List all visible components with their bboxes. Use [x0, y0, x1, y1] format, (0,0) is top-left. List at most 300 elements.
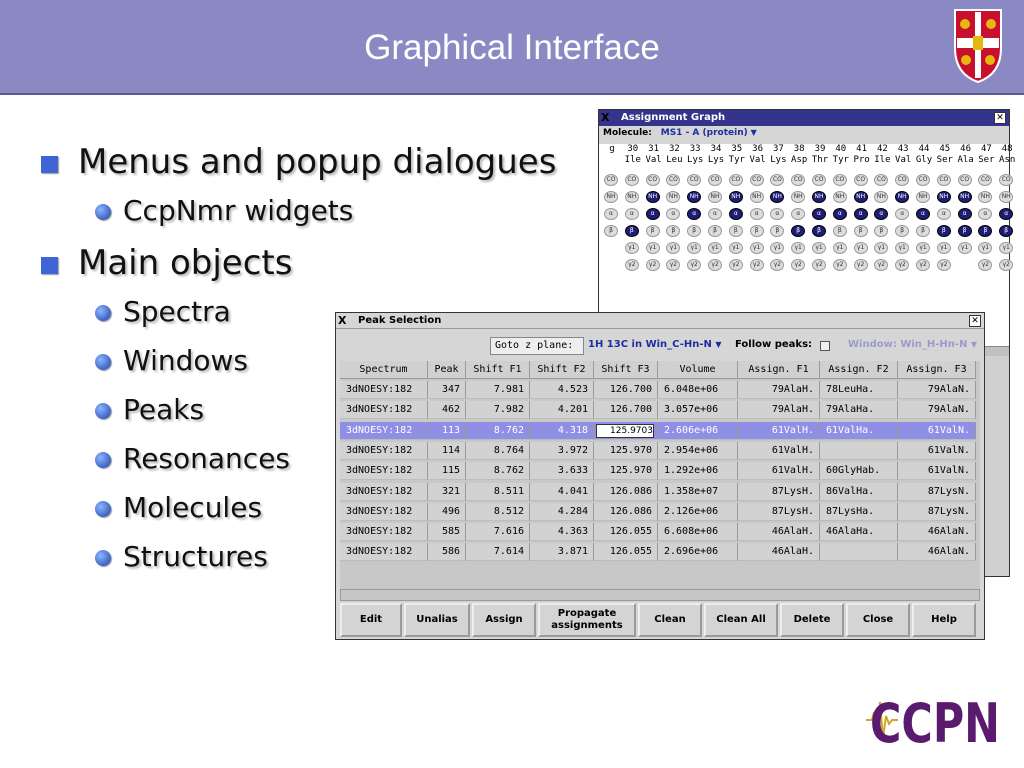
bullet-item: Main objects	[38, 243, 598, 295]
column-header[interactable]: Shift F2	[530, 361, 594, 379]
atom-node[interactable]: NH	[895, 191, 909, 203]
residue-number: 47	[980, 144, 992, 154]
residue-column	[831, 144, 851, 166]
atom-node[interactable]: α	[687, 208, 701, 220]
table-cell[interactable]: 8.511	[466, 483, 530, 501]
atom-node[interactable]: γ2	[895, 259, 909, 271]
table-cell[interactable]: 126.086	[594, 483, 658, 501]
molecule-label: Molecule:	[603, 128, 652, 138]
column-header[interactable]: Peak	[428, 361, 466, 379]
residue-column	[727, 144, 747, 166]
atom-node[interactable]: γ2	[937, 259, 951, 271]
atom-node[interactable]: α	[854, 208, 868, 220]
table-cell[interactable]: 321	[428, 483, 466, 501]
atom-node[interactable]: γ2	[916, 259, 930, 271]
atom-node[interactable]: NH	[978, 191, 992, 203]
atom-node[interactable]: NH	[687, 191, 701, 203]
atom-node[interactable]: γ2	[708, 259, 722, 271]
residue-name: Val	[895, 155, 912, 165]
table-cell[interactable]: 1.358e+07	[658, 483, 738, 501]
residue-column	[602, 144, 622, 155]
atom-node[interactable]: γ2	[687, 259, 701, 271]
table-cell[interactable]: 87LysH.	[738, 503, 820, 521]
atom-node[interactable]: α	[791, 208, 805, 220]
residue-name: Lys	[707, 155, 725, 165]
atom-node[interactable]: α	[895, 208, 909, 220]
atom-node[interactable]: CO	[999, 174, 1013, 186]
help-button[interactable]: Help	[912, 603, 976, 637]
atom-node[interactable]: γ1	[666, 242, 680, 254]
atom-node[interactable]: γ1	[708, 242, 722, 254]
round-bullet-icon	[95, 550, 111, 566]
atom-node[interactable]: CO	[978, 174, 992, 186]
atom-node[interactable]: CO	[916, 174, 930, 186]
atom-node[interactable]: CO	[708, 174, 722, 186]
table-cell[interactable]: 87LysH.	[738, 483, 820, 501]
atom-node[interactable]: γ1	[646, 242, 660, 254]
table-row[interactable]	[340, 483, 980, 501]
atom-node[interactable]: NH	[770, 191, 784, 203]
atom-node[interactable]: γ1	[770, 242, 784, 254]
atom-node[interactable]: γ2	[812, 259, 826, 271]
table-cell[interactable]: 3dNOESY:182	[340, 381, 428, 399]
atom-node[interactable]: α	[604, 208, 618, 220]
atom-node[interactable]: β	[958, 225, 972, 237]
table-cell[interactable]: 114	[428, 442, 466, 460]
table-cell[interactable]: 3dNOESY:182	[340, 401, 428, 419]
atom-node[interactable]: NH	[958, 191, 972, 203]
atom-node[interactable]: γ2	[666, 259, 680, 271]
goto-z-plane-label: Goto z plane:	[490, 337, 584, 355]
table-cell[interactable]: 8.762	[466, 462, 530, 480]
table-row[interactable]	[340, 381, 980, 399]
table-cell[interactable]: 3dNOESY:182	[340, 462, 428, 480]
table-cell[interactable]: 125.970	[594, 442, 658, 460]
residue-number: 31	[648, 144, 660, 154]
residue-column	[872, 144, 892, 166]
residue-number: 32	[668, 144, 680, 154]
atom-node[interactable]: CO	[604, 174, 618, 186]
window-select[interactable]: Window: Win_H-Hn-N ▼	[848, 339, 978, 350]
bullet-item: Windows	[38, 344, 598, 393]
atom-node[interactable]: NH	[791, 191, 805, 203]
atom-node[interactable]: α	[646, 208, 660, 220]
table-cell[interactable]: 79AlaH.	[738, 381, 820, 399]
peak-table	[340, 361, 980, 589]
atom-node[interactable]: β	[646, 225, 660, 237]
follow-peaks-checkbox[interactable]	[820, 341, 830, 351]
table-cell[interactable]: 126.055	[594, 543, 658, 561]
atom-node[interactable]: CO	[666, 174, 680, 186]
column-header[interactable]: Shift F3	[594, 361, 658, 379]
residue-number: 46	[960, 144, 972, 154]
atom-node[interactable]: β	[708, 225, 722, 237]
column-header[interactable]: Assign. F2	[820, 361, 898, 379]
table-cell[interactable]: 496	[428, 503, 466, 521]
table-cell[interactable]: 4.523	[530, 381, 594, 399]
atom-node[interactable]: CO	[687, 174, 701, 186]
atom-node[interactable]: α	[625, 208, 639, 220]
table-row[interactable]	[340, 523, 980, 541]
residue-name: Gly	[915, 155, 933, 165]
atom-node[interactable]: α	[916, 208, 930, 220]
atom-node[interactable]: β	[750, 225, 764, 237]
table-cell[interactable]: 4.041	[530, 483, 594, 501]
table-cell[interactable]: 4.201	[530, 401, 594, 419]
delete-button[interactable]: Delete	[780, 603, 844, 637]
residue-number: 35	[731, 144, 743, 154]
table-row[interactable]	[340, 422, 980, 440]
table-cell[interactable]: 60GlyHab.	[820, 462, 898, 480]
atom-node[interactable]: γ2	[791, 259, 805, 271]
atom-node[interactable]: γ1	[729, 242, 743, 254]
round-bullet-icon	[95, 354, 111, 370]
table-cell[interactable]: 61ValN.	[898, 422, 976, 440]
table-cell[interactable]: 126.055	[594, 523, 658, 541]
atom-node[interactable]: NH	[666, 191, 680, 203]
column-header[interactable]: Assign. F1	[738, 361, 820, 379]
residue-name: Ile	[874, 155, 891, 165]
table-cell[interactable]: 4.284	[530, 503, 594, 521]
table-cell[interactable]: 3.057e+06	[658, 401, 738, 419]
atom-node[interactable]: CO	[937, 174, 951, 186]
residue-number: 38	[793, 144, 805, 154]
table-cell[interactable]: 2.606e+06	[658, 422, 738, 440]
atom-node[interactable]: β	[770, 225, 784, 237]
table-cell[interactable]: 462	[428, 401, 466, 419]
table-cell[interactable]: 2.696e+06	[658, 543, 738, 561]
table-cell[interactable]	[820, 442, 898, 460]
table-cell[interactable]: 46AlaN.	[898, 523, 976, 541]
table-cell[interactable]: 61ValHa.	[820, 422, 898, 440]
table-cell[interactable]: 3dNOESY:182	[340, 483, 428, 501]
table-cell[interactable]: 7.982	[466, 401, 530, 419]
atom-node[interactable]: γ1	[812, 242, 826, 254]
table-row[interactable]	[340, 442, 980, 460]
table-cell[interactable]: 347	[428, 381, 466, 399]
atom-node[interactable]: β	[978, 225, 992, 237]
clean-button[interactable]: Clean	[638, 603, 702, 637]
table-cell[interactable]: 3dNOESY:182	[340, 442, 428, 460]
residue-name: Leu	[666, 155, 683, 165]
atom-node[interactable]: α	[770, 208, 784, 220]
cell-editor-input[interactable]: 125.9703	[596, 424, 654, 438]
residue-number: 36	[752, 144, 764, 154]
goto-z-plane-select[interactable]: 1H 13C in Win_C-Hn-N ▼	[588, 339, 722, 350]
molecule-bar	[603, 128, 1005, 142]
table-cell[interactable]: 46AlaH.	[738, 543, 820, 561]
close-icon[interactable]: ✕	[994, 112, 1006, 124]
residue-number: 33	[689, 144, 701, 154]
atom-node[interactable]: β	[791, 225, 805, 237]
table-cell[interactable]: 78LeuHa.	[820, 381, 898, 399]
atom-node[interactable]: γ2	[770, 259, 784, 271]
horizontal-scrollbar[interactable]	[340, 589, 980, 601]
residue-column	[644, 144, 664, 166]
atom-node[interactable]: NH	[937, 191, 951, 203]
close-button[interactable]: Close	[846, 603, 910, 637]
table-cell[interactable]: 46AlaH.	[738, 523, 820, 541]
table-cell[interactable]: 113	[428, 422, 466, 440]
table-cell[interactable]: 3dNOESY:182	[340, 523, 428, 541]
table-cell[interactable]: 1.292e+06	[658, 462, 738, 480]
residue-column	[789, 144, 809, 166]
atom-node[interactable]: γ1	[937, 242, 951, 254]
atom-node[interactable]: NH	[999, 191, 1013, 203]
round-bullet-icon	[95, 305, 111, 321]
table-row[interactable]	[340, 462, 980, 480]
table-cell[interactable]: 7.981	[466, 381, 530, 399]
table-cell[interactable]: 87LysHa.	[820, 503, 898, 521]
table-cell[interactable]: 79AlaHa.	[820, 401, 898, 419]
table-cell[interactable]: 61ValH.	[738, 442, 820, 460]
residue-column	[997, 144, 1017, 166]
residue-column	[664, 144, 684, 166]
atom-node[interactable]: α	[729, 208, 743, 220]
atom-node[interactable]: γ2	[978, 259, 992, 271]
table-cell[interactable]: 79AlaN.	[898, 401, 976, 419]
atom-node[interactable]: CO	[791, 174, 805, 186]
residue-number: 40	[835, 144, 847, 154]
table-cell[interactable]: 87LysN.	[898, 503, 976, 521]
table-cell[interactable]	[594, 422, 658, 440]
table-cell[interactable]: 79AlaN.	[898, 381, 976, 399]
atom-node[interactable]: β	[812, 225, 826, 237]
residue-number: 41	[856, 144, 868, 154]
round-bullet-icon	[95, 403, 111, 419]
table-cell[interactable]: 8.762	[466, 422, 530, 440]
follow-peaks-label: Follow peaks:	[735, 339, 813, 350]
atom-node[interactable]: β	[854, 225, 868, 237]
table-cell[interactable]: 8.764	[466, 442, 530, 460]
column-header[interactable]: Shift F1	[466, 361, 530, 379]
atom-node[interactable]: γ2	[625, 259, 639, 271]
table-row[interactable]	[340, 543, 980, 561]
atom-node[interactable]: α	[874, 208, 888, 220]
atom-node[interactable]: NH	[833, 191, 847, 203]
atom-node[interactable]: CO	[812, 174, 826, 186]
residue-number: 30	[627, 144, 639, 154]
atom-node[interactable]: α	[708, 208, 722, 220]
assignment-graph-titlebar[interactable]: X Assignment Graph ✕	[599, 110, 1009, 126]
atom-node[interactable]: γ1	[833, 242, 847, 254]
atom-node[interactable]: CO	[646, 174, 660, 186]
atom-node[interactable]: β	[729, 225, 743, 237]
peak-selection-window	[335, 312, 985, 640]
close-icon[interactable]: ✕	[969, 315, 981, 327]
residue-name: Thr	[811, 155, 829, 165]
atom-node[interactable]: γ1	[854, 242, 868, 254]
table-cell[interactable]: 87LysN.	[898, 483, 976, 501]
atom-node[interactable]: NH	[874, 191, 888, 203]
atom-node[interactable]: CO	[895, 174, 909, 186]
unalias-button[interactable]: Unalias	[404, 603, 470, 637]
button-bar	[340, 603, 982, 637]
residue-number: 44	[918, 144, 930, 154]
atom-node[interactable]: γ2	[833, 259, 847, 271]
column-header[interactable]: Assign. F3	[898, 361, 976, 379]
table-cell[interactable]: 61ValN.	[898, 462, 976, 480]
atom-node[interactable]: γ1	[874, 242, 888, 254]
table-cell[interactable]: 3.871	[530, 543, 594, 561]
table-cell[interactable]: 126.700	[594, 381, 658, 399]
residue-name: Lys	[770, 155, 787, 165]
table-cell[interactable]: 61ValH.	[738, 462, 820, 480]
atom-node[interactable]: α	[958, 208, 972, 220]
residue-name: Asp	[791, 155, 808, 165]
atom-node[interactable]: α	[978, 208, 992, 220]
atom-node[interactable]: γ1	[750, 242, 764, 254]
table-cell[interactable]: 79AlaH.	[738, 401, 820, 419]
table-cell[interactable]: 7.614	[466, 543, 530, 561]
atom-node[interactable]: γ2	[874, 259, 888, 271]
table-cell[interactable]: 86ValHa.	[820, 483, 898, 501]
table-cell[interactable]: 2.126e+06	[658, 503, 738, 521]
atom-node[interactable]: α	[833, 208, 847, 220]
propagate-assignments-button[interactable]: Propagate assignments	[538, 603, 636, 637]
table-cell[interactable]: 3dNOESY:182	[340, 503, 428, 521]
residue-number: 39	[814, 144, 826, 154]
logo-text: CCPN	[870, 692, 1000, 755]
residue-name: Tyr	[832, 155, 849, 165]
atom-node[interactable]: γ2	[750, 259, 764, 271]
atom-node[interactable]: CO	[625, 174, 639, 186]
assign-button[interactable]: Assign	[472, 603, 536, 637]
residue-column	[685, 144, 705, 166]
atom-node[interactable]: γ2	[729, 259, 743, 271]
table-cell[interactable]: 7.616	[466, 523, 530, 541]
residue-column	[976, 144, 996, 166]
atom-node[interactable]: NH	[750, 191, 764, 203]
table-cell[interactable]: 61ValN.	[898, 442, 976, 460]
table-cell[interactable]: 4.363	[530, 523, 594, 541]
table-cell[interactable]: 115	[428, 462, 466, 480]
table-cell[interactable]: 46AlaHa.	[820, 523, 898, 541]
chevron-down-icon[interactable]: ▼	[750, 128, 757, 137]
atom-node[interactable]: NH	[854, 191, 868, 203]
table-cell[interactable]: 586	[428, 543, 466, 561]
residue-name: Ser	[978, 155, 995, 165]
bullet-item: Resonances	[38, 442, 598, 491]
atom-node[interactable]: γ1	[687, 242, 701, 254]
table-cell[interactable]: 3dNOESY:182	[340, 422, 428, 440]
residue-name: Ile	[624, 155, 641, 165]
table-cell[interactable]: 6.608e+06	[658, 523, 738, 541]
atom-node[interactable]: γ2	[646, 259, 660, 271]
table-cell[interactable]: 6.048e+06	[658, 381, 738, 399]
atom-node[interactable]: NH	[916, 191, 930, 203]
bullet-item: Spectra	[38, 295, 598, 344]
atom-node[interactable]: β	[833, 225, 847, 237]
table-cell[interactable]: 585	[428, 523, 466, 541]
atom-node[interactable]: CO	[770, 174, 784, 186]
atom-node[interactable]: α	[666, 208, 680, 220]
atom-node[interactable]: CO	[958, 174, 972, 186]
atom-node[interactable]: β	[604, 225, 618, 237]
edit-button[interactable]: Edit	[340, 603, 402, 637]
slide-header	[0, 0, 1024, 95]
table-cell[interactable]: 126.700	[594, 401, 658, 419]
atom-node[interactable]: β	[916, 225, 930, 237]
atom-node[interactable]: γ2	[999, 259, 1013, 271]
atom-node[interactable]: β	[895, 225, 909, 237]
peak-selection-titlebar[interactable]: X Peak Selection ✕	[336, 313, 984, 329]
atom-node[interactable]: CO	[874, 174, 888, 186]
column-header[interactable]: Spectrum	[340, 361, 428, 379]
atom-node[interactable]: NH	[812, 191, 826, 203]
table-cell[interactable]: 4.318	[530, 422, 594, 440]
atom-node[interactable]: NH	[604, 191, 618, 203]
molecule-select[interactable]: MS1 - A (protein)	[660, 128, 748, 138]
atom-node[interactable]: γ1	[958, 242, 972, 254]
table-row[interactable]	[340, 503, 980, 521]
atom-node[interactable]: NH	[646, 191, 660, 203]
residue-column	[852, 144, 872, 166]
atom-node[interactable]: β	[937, 225, 951, 237]
table-header-row	[340, 361, 980, 379]
atom-node[interactable]: γ1	[625, 242, 639, 254]
bullet-item: Peaks	[38, 393, 598, 442]
atom-node[interactable]: β	[666, 225, 680, 237]
residue-column	[810, 144, 830, 166]
table-row[interactable]	[340, 401, 980, 419]
atom-node[interactable]: α	[999, 208, 1013, 220]
atom-node[interactable]: NH	[625, 191, 639, 203]
atom-node[interactable]: γ2	[854, 259, 868, 271]
table-cell[interactable]: 8.512	[466, 503, 530, 521]
table-cell[interactable]: 126.086	[594, 503, 658, 521]
atom-node[interactable]: CO	[729, 174, 743, 186]
table-cell[interactable]: 2.954e+06	[658, 442, 738, 460]
atom-node[interactable]: γ1	[895, 242, 909, 254]
clean-all-button[interactable]: Clean All	[704, 603, 778, 637]
chevron-down-icon: ▼	[715, 340, 722, 349]
table-cell[interactable]: 125.970	[594, 462, 658, 480]
atom-node[interactable]: NH	[729, 191, 743, 203]
atom-node[interactable]: γ1	[978, 242, 992, 254]
atom-node[interactable]: β	[687, 225, 701, 237]
atom-node[interactable]: CO	[854, 174, 868, 186]
x-window-icon: X	[338, 314, 347, 327]
atom-node[interactable]: β	[999, 225, 1013, 237]
atom-node[interactable]: γ1	[916, 242, 930, 254]
atom-node[interactable]: CO	[750, 174, 764, 186]
atom-node[interactable]: α	[937, 208, 951, 220]
atom-node[interactable]: γ1	[999, 242, 1013, 254]
atom-node[interactable]: α	[750, 208, 764, 220]
atom-node[interactable]: β	[874, 225, 888, 237]
atom-node[interactable]: γ1	[791, 242, 805, 254]
table-cell[interactable]	[820, 543, 898, 561]
table-cell[interactable]: 46AlaN.	[898, 543, 976, 561]
atom-node[interactable]: β	[625, 225, 639, 237]
atom-node[interactable]: NH	[708, 191, 722, 203]
residue-name: Asn	[999, 155, 1016, 165]
table-cell[interactable]: 61ValH.	[738, 422, 820, 440]
atom-node[interactable]: α	[812, 208, 826, 220]
table-cell[interactable]: 3.972	[530, 442, 594, 460]
table-cell[interactable]: 3dNOESY:182	[340, 543, 428, 561]
residue-column	[956, 144, 976, 166]
residue-number: 42	[876, 144, 888, 154]
residue-column	[935, 144, 955, 166]
residue-column	[893, 144, 913, 166]
column-header[interactable]: Volume	[658, 361, 738, 379]
atom-node[interactable]: CO	[833, 174, 847, 186]
residue-name: Ala	[957, 155, 974, 165]
residue-number: 37	[772, 144, 784, 154]
table-cell[interactable]: 3.633	[530, 462, 594, 480]
